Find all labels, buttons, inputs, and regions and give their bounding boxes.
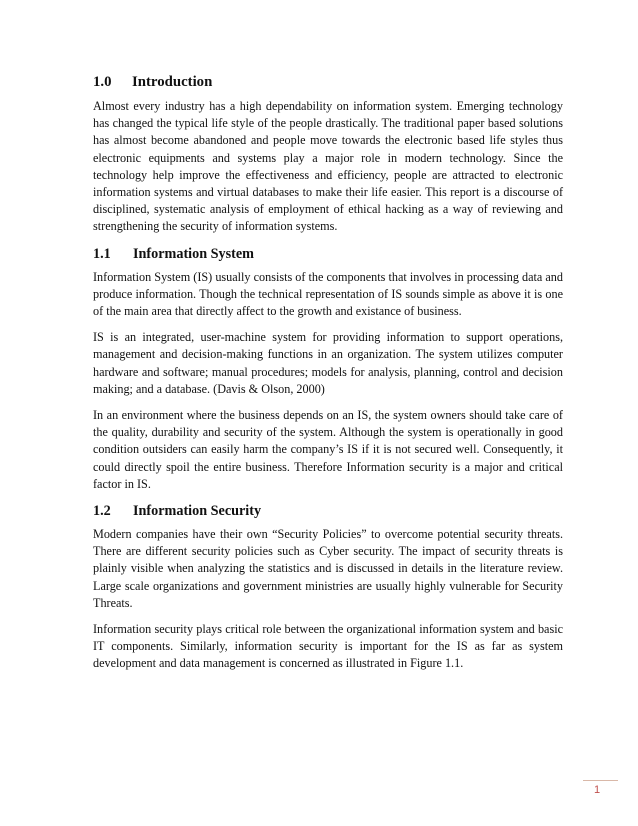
section-number: 1.2	[93, 503, 111, 520]
paragraph: Information security plays critical role between the organizational information system and basic IT components. Similarly, information security is important for the IS as far as system development and data management is concerned as illustrated in Figure 1.1.	[93, 622, 563, 671]
section-number: 1.1	[93, 245, 111, 262]
section-title: Information System	[133, 245, 254, 262]
page-number: 1	[594, 784, 601, 796]
paragraph: Almost every industry has a high dependability on information system. Emerging technology has changed the typical life style of the people drastically. The traditional paper based solutions has almost become abandoned and people move towards the electronic based life styles thus electronic equipments and systems play a major role in modern technology. Since the technology help improve the effectiveness and efficiency, people are attracted to electronic information systems and virtual databases to make their life easier. This report is a discourse of disciplined, systematic analysis of employment of ethical hacking as a way of reviewing and strengthening the security of information systems.	[93, 99, 563, 234]
section-heading-information-system	[93, 245, 563, 263]
section-number: 1.0	[93, 74, 112, 90]
paragraph: In an environment where the business depends on an IS, the system owners should take care of the quality, durability and security of the system. Although the system is operationally in good condition outsiders can easily harm the company’s IS if it is not secured well. Consequently, it could directly spoil the entire business. Therefore Information security is a major and critical factor in IS.	[93, 408, 563, 491]
paragraph: Modern companies have their own “Security Policies” to overcome potential security threats. There are different security policies such as Cyber security. The impact of security threats is plainly visible when analyzing the statistics and is discussed in details in the literature review. Large scale organizations and government ministries are usually highly vulnerable for Security Threats.	[93, 527, 563, 610]
paragraph: IS is an integrated, user-machine system for providing information to support operations, management and decision-making functions in an organization. The system utilizes computer hardware and software; manual procedures; models for analysis, planning, control and decision making; and a database. (Davis & Olson, 2000)	[93, 330, 563, 396]
section-heading-information-security	[93, 502, 563, 520]
document-page	[93, 73, 563, 682]
section-heading-introduction	[93, 73, 563, 91]
section-title: Introduction	[132, 74, 213, 90]
footer-rule	[583, 780, 618, 781]
paragraph: Information System (IS) usually consists of the components that involves in processing data and produce information. Though the technical representation of IS sounds simple as above it is one of the main area that directly affect to the growth and existance of business.	[93, 269, 563, 319]
section-title: Information Security	[133, 503, 262, 520]
